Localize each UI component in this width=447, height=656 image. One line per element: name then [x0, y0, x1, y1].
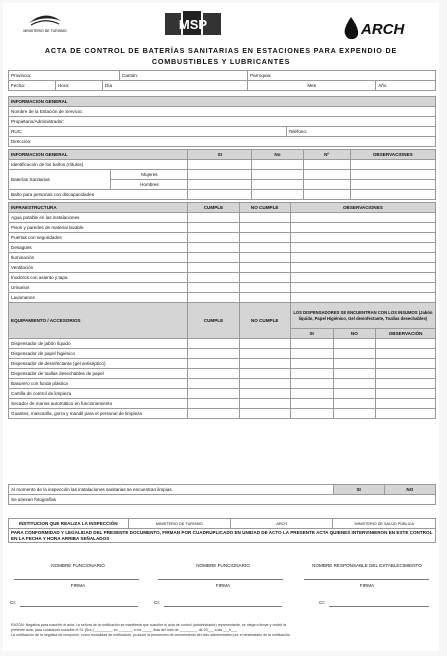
signature-name-3: NOMBRE RESPONSABLE DEL ESTABLECIMIENTO [312, 563, 422, 568]
col-si: SI [188, 150, 252, 160]
cell[interactable] [290, 293, 435, 303]
cell[interactable] [290, 359, 333, 369]
cell[interactable] [188, 180, 252, 190]
title-line-2: COMBUSTIBLES Y LUBRICANTES [151, 57, 291, 66]
cell[interactable] [188, 409, 239, 419]
cell[interactable] [188, 273, 239, 283]
telefono-field[interactable]: Teléfono: [286, 127, 435, 137]
cell[interactable] [239, 349, 290, 359]
conformity-statement: PARA CONFORMIDAD Y LEGALIDAD DEL PRESENTE DOCUMENTO, FIRMAN POR CUADRUPLICADO EN UNIDAD DE ACTO LA PRESENTE ACTA QUIENES INTERVINIERON EN ESTE CONTROL EN LA FECHA Y HORA ARRIBA SEÑALADOS [9, 529, 436, 543]
cell[interactable] [188, 379, 239, 389]
cell[interactable] [350, 190, 435, 200]
signature-line-1[interactable] [14, 579, 139, 580]
info-general-2-table [8, 149, 436, 200]
cell[interactable] [239, 339, 290, 349]
col-dispensador-observacion: OBSERVACIÓN [376, 329, 436, 339]
row-urinarios: Urinarios [9, 283, 188, 293]
cell[interactable] [252, 160, 303, 170]
provincia-field[interactable]: Provincia: [9, 71, 120, 81]
cell[interactable] [188, 399, 239, 409]
hora-field[interactable]: Hora: [55, 81, 102, 91]
cell[interactable] [188, 293, 239, 303]
cell[interactable] [303, 170, 350, 180]
fecha-label: Fecha: [9, 81, 56, 91]
cell[interactable] [290, 223, 435, 233]
logo-right-text: ARCH [361, 21, 405, 38]
canton-field[interactable]: Cantón: [120, 71, 248, 81]
cell[interactable] [188, 170, 252, 180]
cell[interactable] [290, 339, 333, 349]
cell[interactable] [333, 369, 376, 379]
row-basurero: Basurero con funda plástica [9, 379, 188, 389]
row-ventilacion: Ventilación [9, 263, 188, 273]
cell[interactable] [239, 233, 290, 243]
cell[interactable] [376, 359, 436, 369]
cell[interactable] [239, 273, 290, 283]
cell[interactable] [333, 389, 376, 399]
cell[interactable] [239, 263, 290, 273]
cell[interactable] [303, 160, 350, 170]
dia-field[interactable]: Día [102, 81, 247, 91]
col-numero: Nº [303, 150, 350, 160]
row-secador: Secador de manos automático en funcionamiento [9, 399, 188, 409]
inspection-table [8, 484, 436, 505]
row-puertas: Puertas con seguridades [9, 233, 188, 243]
col-no-cumple: NO CUMPLE [239, 303, 290, 339]
row-iluminacion: Iluminación [9, 253, 188, 263]
cell[interactable] [252, 190, 303, 200]
cell[interactable] [376, 369, 436, 379]
cell[interactable] [188, 253, 239, 263]
cell[interactable] [239, 253, 290, 263]
parroquia-field[interactable]: Parroquia: [248, 71, 436, 81]
col-no-cumple: NO CUMPLE [239, 203, 290, 213]
col-observaciones: OBSERVACIONES [290, 203, 435, 213]
ci-label-1: CI: [10, 600, 16, 605]
cell[interactable] [290, 213, 435, 223]
cell[interactable] [239, 369, 290, 379]
cell[interactable] [290, 243, 435, 253]
row-identificacion: Identificación de los baños (rótulos) [9, 160, 188, 170]
logo-mid-text: MSP [178, 17, 208, 32]
cell[interactable] [188, 243, 239, 253]
cell[interactable] [376, 379, 436, 389]
cell[interactable] [188, 263, 239, 273]
row-guantes: Guantes, mascarilla, gorra y mandil para el personal de limpieza [9, 409, 188, 419]
cell[interactable] [350, 170, 435, 180]
institution-msp[interactable]: MINISTERIO DE SALUD PÚBLICA [333, 519, 436, 529]
col-cumple: CUMPLE [188, 203, 239, 213]
cell[interactable] [376, 389, 436, 399]
cell[interactable] [376, 339, 436, 349]
dispensadores-header: LOS DISPENSADORES SE ENCUENTRAN CON LOS INSUMOS (Jabón líquido, Papel Higiénico, Gel desinfectante, Toallas desechables) [290, 303, 435, 329]
row-papel: Dispensador de papel higiénico [9, 349, 188, 359]
document-title [3, 45, 439, 67]
row-discapacidades: Baño para personas con discapacidades [9, 190, 188, 200]
institution-arch[interactable]: ARCH [231, 519, 333, 529]
cell[interactable] [239, 243, 290, 253]
cell[interactable] [188, 160, 252, 170]
info-general-table [8, 96, 436, 147]
cell[interactable] [290, 409, 333, 419]
col-observaciones: OBSERVACIONES [350, 150, 435, 160]
cell[interactable] [239, 389, 290, 399]
date-table [8, 80, 436, 91]
col-no: No [252, 150, 303, 160]
row-desagues: Desagües [9, 243, 188, 253]
firma-label-2: FIRMA [215, 583, 231, 588]
cell[interactable] [290, 253, 435, 263]
col-dispensador-si: SI [290, 329, 333, 339]
equipamiento-table [8, 302, 436, 419]
cell[interactable] [333, 379, 376, 389]
cell[interactable] [290, 389, 333, 399]
ministerio-turismo-logo [19, 11, 71, 35]
signature-line-2[interactable] [158, 579, 283, 580]
cell[interactable] [290, 399, 333, 409]
row-mujeres: Mujeres [111, 170, 188, 180]
footer-line-2: presente acta, para constancia suscribe el Sr. (Sra.) _________ en _______ a los _____ días del mes de _________ de 20___ a las ___h___ [11, 628, 238, 632]
cell[interactable] [333, 349, 376, 359]
direccion-field[interactable]: Dirección: [9, 137, 436, 147]
cell[interactable] [376, 409, 436, 419]
row-agua: Agua potable en las instalaciones [9, 213, 188, 223]
nombre-estacion-field[interactable]: Nombre de la Estación de Servicio: [9, 107, 436, 117]
institution-mintur[interactable]: MINISTERIO DE TURISMO [128, 519, 230, 529]
cell[interactable] [303, 180, 350, 190]
cell[interactable] [188, 283, 239, 293]
cell[interactable] [239, 359, 290, 369]
signature-name-2: NOMBRE FUNCIONARIO [196, 563, 250, 568]
cell[interactable] [188, 339, 239, 349]
info-general-title: INFORMACION GENERAL [9, 97, 436, 107]
row-inodoros: Inodoros con asiento y tapa [9, 273, 188, 283]
cell[interactable] [303, 190, 350, 200]
cell[interactable] [290, 283, 435, 293]
cell[interactable] [290, 369, 333, 379]
row-baterias: Baterías Sanitarias [9, 170, 111, 190]
cell[interactable] [290, 349, 333, 359]
row-toallas: Dispensador de toallas desechables de papel [9, 369, 188, 379]
infraestructura-table [8, 202, 436, 303]
ruc-field[interactable]: RUC: [9, 127, 287, 137]
row-jabon: Dispensador de jabón líquido [9, 339, 188, 349]
cell[interactable] [239, 293, 290, 303]
info-general-2-title: INFORMACION GENERAL [9, 150, 188, 160]
cell[interactable] [188, 223, 239, 233]
institution-table [8, 518, 436, 543]
cell[interactable] [333, 359, 376, 369]
cell[interactable] [239, 283, 290, 293]
cell[interactable] [333, 399, 376, 409]
footer-line-3: La notificación de la negativa de recepción, como modalidad de notificación, produce la presunción de conocimiento del acto administrativo por el destinatario de la notificación. [11, 633, 291, 637]
arch-logo [341, 15, 413, 41]
ci-label-3: CI: [319, 600, 325, 605]
row-pisos: Pisos y paredes de material lavable [9, 223, 188, 233]
cell[interactable] [350, 180, 435, 190]
cell[interactable] [188, 233, 239, 243]
cell[interactable] [188, 213, 239, 223]
row-cartilla: Cartilla de control de limpieza [9, 389, 188, 399]
ci-line-1[interactable] [20, 606, 138, 607]
inspection-si[interactable]: SI [333, 485, 384, 495]
cell[interactable] [239, 379, 290, 389]
cell[interactable] [333, 409, 376, 419]
firma-label-3: FIRMA [359, 583, 375, 588]
cell[interactable] [376, 349, 436, 359]
mes-field[interactable]: Mes [248, 81, 376, 91]
footer-line-1: RAZÓN: Negativa para suscribir el acta: La señora de la notificación se manifiesta que suscribe el acta de control (administrador) representante, se niega a firmar y recibir la [11, 623, 287, 627]
cell[interactable] [239, 223, 290, 233]
cell[interactable] [239, 399, 290, 409]
institution-label: INSTITUCION QUE REALIZA LA INSPECCIÓN [9, 519, 129, 529]
signature-name-1: NOMBRE FUNCIONARIO [51, 563, 105, 568]
cell[interactable] [252, 170, 303, 180]
equipamiento-title: EQUIPAMIENTO / ACCESORIOS [9, 303, 188, 339]
cell[interactable] [188, 190, 252, 200]
propietario-field[interactable]: Propietario/Administrador: [9, 117, 436, 127]
ci-label-2: CI: [154, 600, 160, 605]
cell[interactable] [290, 263, 435, 273]
inspection-no[interactable]: NO [384, 485, 435, 495]
cell[interactable] [333, 339, 376, 349]
photos-row: Se anexan fotografías [9, 495, 436, 505]
cell[interactable] [188, 349, 239, 359]
cell[interactable] [239, 409, 290, 419]
infraestructura-title: INFRAESTRUCTURA [9, 203, 188, 213]
logo-bar [3, 3, 439, 43]
cell[interactable] [188, 389, 239, 399]
anio-field[interactable]: Año [376, 81, 436, 91]
logo-left-text: MINISTERIO DE TURISMO [23, 29, 67, 33]
cell[interactable] [350, 160, 435, 170]
cell[interactable] [188, 359, 239, 369]
firma-label-1: FIRMA [70, 583, 86, 588]
cell[interactable] [376, 399, 436, 409]
row-hombres: Hombres [111, 180, 188, 190]
row-desinfectante: Dispensador de desinfectante (gel antiséptico) [9, 359, 188, 369]
title-line-1: ACTA DE CONTROL DE BATERÍAS SANITARIAS EN ESTACIONES PARA EXPENDIO DE [44, 46, 398, 55]
cell[interactable] [252, 180, 303, 190]
col-cumple: CUMPLE [188, 303, 239, 339]
col-dispensador-no: NO [333, 329, 376, 339]
cell[interactable] [290, 379, 333, 389]
cell[interactable] [188, 369, 239, 379]
signature-line-3[interactable] [304, 579, 429, 580]
msp-logo [163, 7, 225, 39]
row-lavamanos: Lavamanos [9, 293, 188, 303]
ci-line-3[interactable] [329, 606, 429, 607]
cell[interactable] [290, 273, 435, 283]
inspection-statement: Al momento de la inspección las instalaciones sanitarias se encuentran limpias. [9, 485, 334, 495]
razon-footer [11, 623, 435, 638]
cell[interactable] [239, 213, 290, 223]
cell[interactable] [290, 233, 435, 243]
ci-line-2[interactable] [164, 606, 282, 607]
document-sheet [3, 3, 439, 651]
